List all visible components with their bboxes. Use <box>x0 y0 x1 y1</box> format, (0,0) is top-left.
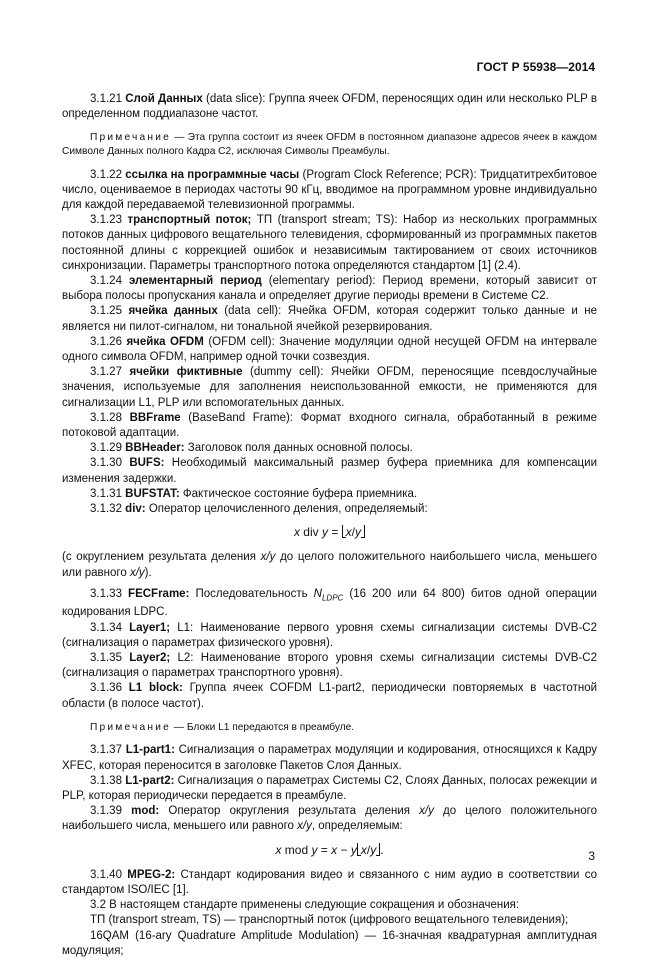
document-body <box>62 92 597 959</box>
note-1: Примечание — Эта группа состоит из ячеек OFDM в постоянном диапазоне адресов ячеек в каждом Символе Данных полного Кадра С2, исключая Символы Преамбулы. <box>62 132 597 157</box>
entry-3-1-32: 3.1.32 div: Оператор целочисленного деления, определяемый: <box>90 503 428 516</box>
term: элементарный период <box>128 275 262 288</box>
entry-3-1-28: 3.1.28 BBFrame (BaseBand Frame): Формат входного сигнала, обработанный в режиме потоковой адаптации. <box>62 411 598 440</box>
entry-3-1-38: 3.1.38 L1-part2: Сигнализация о параметрах Системы С2, Слоях Данных, полосах режекции и PLP, которая периодически передается в преамбуле. <box>62 774 597 802</box>
term: BBHeader: <box>125 442 185 455</box>
term: L1 block: <box>128 682 183 695</box>
entry-3-1-22: 3.1.22 ссылка на программные часы (Program Clock Reference; PCR): Тридцатитрехбитовое число, оцениваемое в периодах частоты 90 кГц, вводимое на программном уровне индивидуально для каждой передаваемой телевизионной программы. <box>62 168 597 211</box>
term: mod: <box>131 805 160 818</box>
entry-3-1-37: 3.1.37 L1-part1: Сигнализация о параметрах модуляции и кодирования, относящихся к Кадру XFEC, которая переносится в заголовке Пакетов Слоя Данных. <box>62 744 597 772</box>
section-3-2: 3.2 В настоящем стандарте применены следующие сокращения и обозначения: <box>90 899 520 912</box>
term: BUFSTAT: <box>125 487 180 500</box>
entry-3-1-26: 3.1.26 ячейка OFDM (OFDM cell): Значение модуляции одной несущей OFDM на интервале одного символа OFDM, например одной точки созвездия. <box>62 335 598 364</box>
term: транспортный поток; <box>127 214 252 227</box>
entry-3-1-34: 3.1.34 Layer1; L1: Наименование первого уровня схемы сигнализации системы DVB-C2 (сигнализация о параметрах физического уровня). <box>62 621 597 649</box>
entry-3-1-25: 3.1.25 ячейка данных (data cell): Ячейка OFDM, которая содержит только данные и не является ни пилот-сигналом, ни тональной ячейкой резервирования. <box>62 305 597 333</box>
abbreviation-tp: ТП (transport stream, TS) — транспортный поток (цифрового вещательного телевидения); <box>90 914 569 927</box>
term: ячейка OFDM <box>126 335 204 348</box>
term: L1-part2: <box>125 774 175 787</box>
entry-3-1-27: 3.1.27 ячейки фиктивные (dummy cell): Ячейки OFDM, переносящие псевдослучайные значения, используемые для заполнения неиспользованной емкости, не применяются для сигнализации L1, PLP или вспомогательных данных. <box>62 366 598 409</box>
term: L1-part1: <box>125 744 175 757</box>
entry-3-1-40: 3.1.40 MPEG-2: Стандарт кодирования видео и связанного с ним аудио в соответствии со стандартом ISO/IEC [1]. <box>62 868 597 897</box>
term: Слой Данных <box>125 93 203 105</box>
term: ячейки фиктивные <box>129 366 243 379</box>
abbreviation-16qam: 16QAM (16-ary Quadrature Amplitude Modulation) — 16-значная квадратурная амплитудная модуляция; <box>62 929 597 957</box>
note-label: Примечание <box>90 132 171 144</box>
term: BBFrame <box>129 411 181 424</box>
entry-3-1-23: 3.1.23 транспортный поток; ТП (transport stream; TS): Набор из нескольких программных потоков данных цифрового вещательного телевидения, сформированный из программных пакетов постоянной длины с коррекцией ошибок и независимым тактированием от своих источников синхронизации. Параметры транспортного потока определяются стандартом [1] (2.4). <box>62 214 597 272</box>
term: Layer2; <box>129 651 171 664</box>
entry-3-1-35: 3.1.35 Layer2; L2: Наименование второго уровня схемы сигнализации системы DVB-C2 (сигнализация о параметрах транспортного уровня). <box>62 651 598 680</box>
term: FECFrame: <box>128 587 190 600</box>
entry-3-1-24: 3.1.24 элементарный период (elementary period): Период времени, который зависит от выбора полосы пропускания канала и определяет другие периоды времени в Системе С2. <box>62 275 597 303</box>
term: ссылка на программные часы <box>125 168 300 181</box>
floor-right-bracket <box>361 525 365 538</box>
note-2: Примечание — Блоки L1 передаются в преамбуле. <box>90 721 355 733</box>
entry-3-1-33: 3.1.33 FECFrame: Последовательность $N_{LDPC}$ (16 200 или 64 800) битов одной операции кодирования LDPC. <box>62 587 597 619</box>
term: MPEG-2: <box>127 868 176 881</box>
term: Layer1; <box>129 621 171 634</box>
standard-header: ГОСТ Р 55938—2014 <box>476 60 595 74</box>
entry-3-1-39: 3.1.39 mod: Оператор округления результата деления x/y до целого положительного наибольшего числа, меньшего или равного x/y, определяемым: <box>62 805 597 833</box>
entry-3-1-21: 3.1.21 Слой Данных (data slice): Группа ячеек OFDM, переносящих один или несколько PLP в определенном поддиапазоне частот. <box>62 93 597 121</box>
div-formula: x div y = x/y <box>62 525 597 540</box>
entry-3-1-30: 3.1.30 BUFS: Необходимый максимальный размер буфера приемника для компенсации изменения задержки. <box>62 457 597 485</box>
term: BUFS: <box>129 457 165 470</box>
note-label: Примечание <box>90 721 171 733</box>
entry-3-1-36: 3.1.36 L1 block: Группа ячеек COFDM L1-part2, периодически повторяемых в частотной области (в полосе частот). <box>62 682 598 710</box>
mod-formula: x mod y = x − y x/y . <box>275 842 384 857</box>
entry-3-1-31: 3.1.31 BUFSTAT: Фактическое состояние буфера приемника. <box>90 487 418 500</box>
term: ячейка данных <box>128 305 218 318</box>
div-explanation: (с округлением результата деления x/y до целого положительного наибольшего числа, меньшего или равного x/y). <box>62 551 598 579</box>
page-number: 3 <box>588 849 595 863</box>
term: div: <box>125 503 146 516</box>
entry-3-1-29: 3.1.29 BBHeader: Заголовок поля данных основной полосы. <box>90 442 413 455</box>
